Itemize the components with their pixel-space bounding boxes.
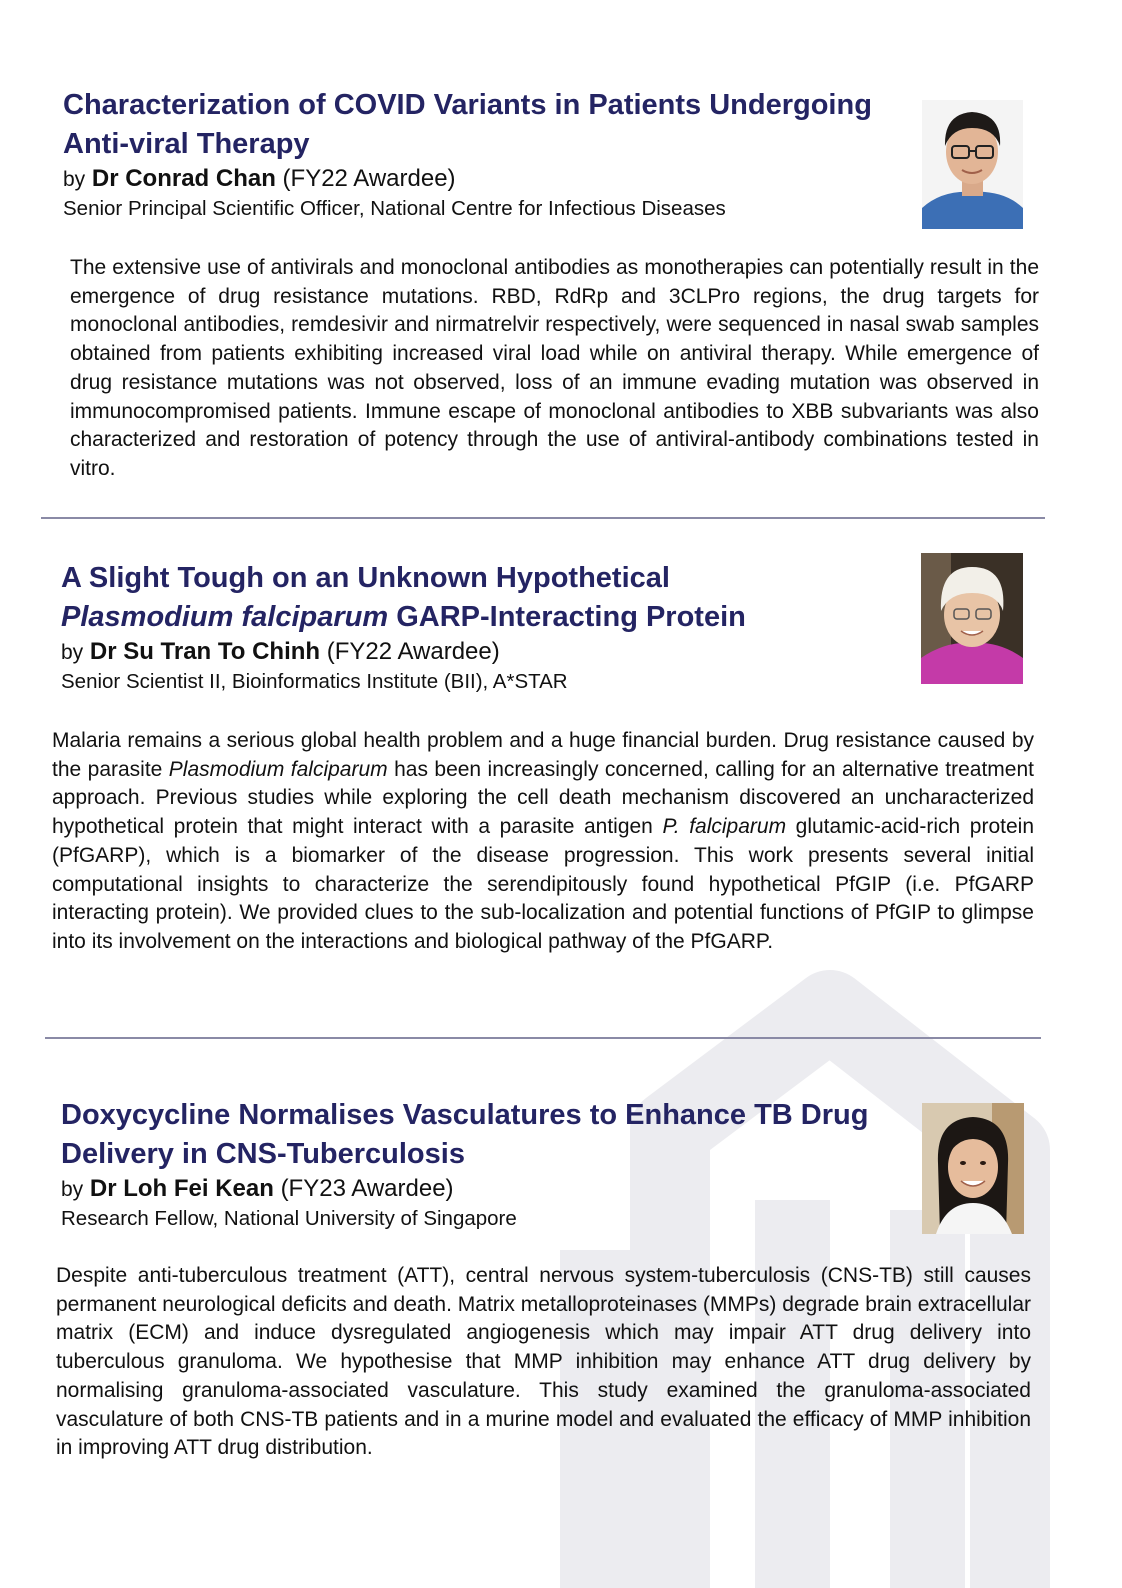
portrait-woman-smiling-icon <box>922 1103 1024 1234</box>
article-3-award: (FY23 Awardee) <box>280 1175 454 1202</box>
article-3-by: by <box>61 1178 84 1201</box>
article-2-by: by <box>61 641 84 664</box>
article-1-byline <box>63 164 883 195</box>
divider-1 <box>41 517 1045 519</box>
article-1-abstract: The extensive use of antivirals and monoclonal antibodies as monotherapies can potentially result in the emergence of drug resistance mutations. RBD, RdRp and 3CLPro regions, the drug targets for monoclonal antibodies, remdesivir and nirmatrelvir respectively, were sequenced in nasal swab samples obtained from patients exhibiting increased viral load while on antiviral therapy. While emergence of drug resistance mutations was not observed, loss of an immune evading mutation was observed in immunocompromised patients. Immune escape of monoclonal antibodies to XBB subvariants was also characterized and restoration of potency through the use of antiviral-antibody combinations tested in vitro. <box>70 256 1039 480</box>
article-3-byline <box>61 1174 891 1205</box>
article-1-photo <box>922 100 1023 229</box>
article-2-abstract-part1: Malaria remains a serious global health problem and a huge financial burden. Drug resistance caused by the parasite <box>52 729 1034 781</box>
article-3-abstract: Despite anti-tuberculous treatment (ATT), central nervous system-tuberculosis (CNS-TB) still causes permanent neurological deficits and death. Matrix metalloproteinases (MMPs) degrade brain extracellular matrix (ECM) and induce dysregulated angiogenesis which may impair ATT drug delivery into tuberculous granuloma. We hypothesise that MMP inhibition may enhance ATT drug delivery by normalising granuloma-associated vasculature. This study examined the granuloma-associated vasculature of both CNS-TB patients and in a murine model and evaluated the efficacy of MMP inhibition in improving ATT drug distribution. <box>56 1264 1031 1460</box>
article-2-header <box>61 559 891 696</box>
article-2-role: Senior Scientist II, Bioinformatics Institute (BII), A*STAR <box>61 670 568 693</box>
article-2-title-italic: Plasmodium falciparum <box>61 601 389 633</box>
article-3-header <box>61 1096 891 1233</box>
divider-2 <box>45 1037 1041 1039</box>
article-3-role: Research Fellow, National University of Singapore <box>61 1207 517 1230</box>
article-2-title-part2: GARP-Interacting Protein <box>396 601 746 633</box>
article-1-header <box>63 86 883 223</box>
article-2-award: (FY22 Awardee) <box>326 638 500 665</box>
article-2-byline <box>61 637 891 668</box>
article-2-abstract-part2: has been increasingly concerned, calling for an alternative treatment approach. Previous studies while exploring the cell death mechanism discovered an uncharacterized hypothetical protein that might interact with a parasite antigen <box>52 757 1034 839</box>
article-3-author: Dr Loh Fei Kean <box>89 1175 274 1202</box>
article-2-abstract-part3: glutamic-acid-rich protein (PfGARP), which is a biomarker of the disease progression. This work presents several initial computational insights to characterize the serendipitously found hypothetical PfGIP (i.e. PfGARP interacting protein). We provided clues to the sub-localization and potential functions of PfGIP to glimpse into its involvement on the interactions and biological pathway of the PfGARP. <box>52 815 1034 953</box>
article-2-photo <box>921 553 1023 684</box>
article-2-author: Dr Su Tran To Chinh <box>89 638 321 665</box>
article-2-abstract <box>52 727 1034 957</box>
article-1-award: (FY22 Awardee) <box>282 165 456 192</box>
article-2-abstract-italic2: P. falciparum <box>662 815 787 839</box>
article-1-title: Characterization of COVID Variants in Patients Undergoing Anti-viral Therapy <box>63 89 872 160</box>
article-1-author: Dr Conrad Chan <box>91 165 276 192</box>
article-2-title <box>61 559 891 637</box>
portrait-woman-beanie-icon <box>921 553 1023 684</box>
article-2-title-part1: A Slight Tough on an Unknown Hypothetical <box>61 562 670 594</box>
article-1-role: Senior Principal Scientific Officer, National Centre for Infectious Diseases <box>63 197 726 220</box>
article-3-title: Doxycycline Normalises Vasculatures to Enhance TB Drug Delivery in CNS-Tuberculosis <box>61 1099 885 1170</box>
article-3-photo <box>922 1103 1024 1234</box>
article-1-by: by <box>63 168 86 191</box>
article-2-abstract-italic1: Plasmodium falciparum <box>168 757 388 781</box>
portrait-man-glasses-icon <box>922 100 1023 229</box>
